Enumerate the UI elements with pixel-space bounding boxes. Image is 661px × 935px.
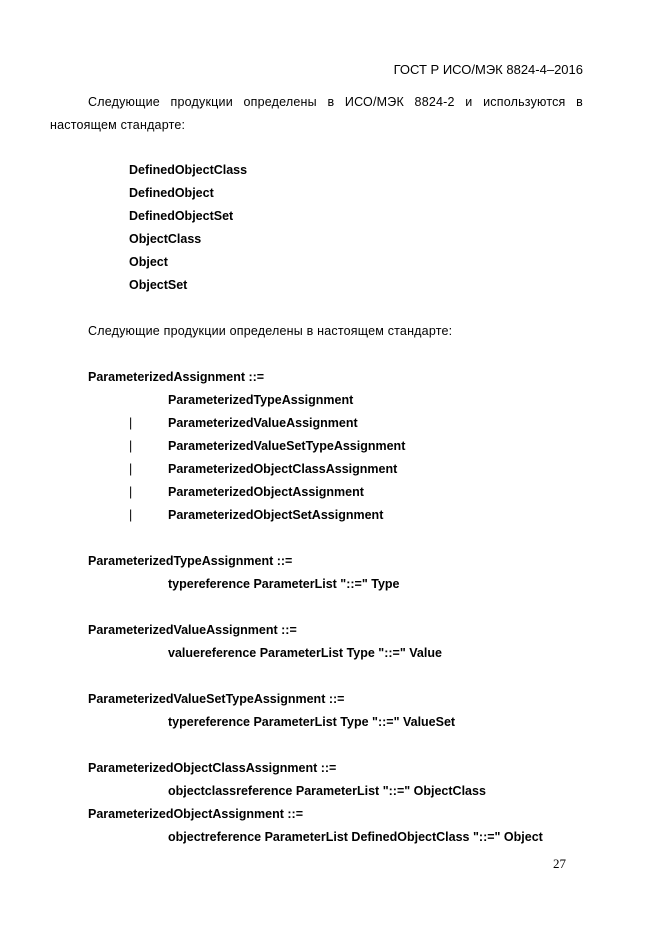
production-head: ParameterizedValueSetTypeAssignment ::=: [88, 692, 345, 706]
production-head: ParameterizedObjectClassAssignment ::=: [88, 761, 337, 775]
production-head: ParameterizedTypeAssignment ::=: [88, 554, 293, 568]
production-head: ParameterizedValueAssignment ::=: [88, 623, 297, 637]
production-body: objectreference ParameterList DefinedObjectClass "::=" Object: [168, 830, 543, 844]
assignment-alternative: ParameterizedObjectAssignment: [168, 485, 364, 499]
alternative-separator: |: [129, 416, 133, 430]
imported-production-item: DefinedObject: [129, 186, 214, 200]
assignment-alternative: ParameterizedObjectSetAssignment: [168, 508, 384, 522]
production-head: ParameterizedObjectAssignment ::=: [88, 807, 303, 821]
imported-production-item: DefinedObjectSet: [129, 209, 234, 223]
production-body: typereference ParameterList "::=" Type: [168, 577, 400, 591]
intro-paragraph-line-1: Следующие продукции определены в ИСО/МЭК 8824-2 и используются в: [88, 95, 583, 109]
alternative-separator: |: [129, 439, 133, 453]
imported-production-item: ObjectClass: [129, 232, 202, 246]
defined-here-paragraph: Следующие продукции определены в настоящем стандарте:: [88, 324, 453, 338]
intro-paragraph-line-2: настоящем стандарте:: [50, 118, 186, 132]
document-header-standard-id: ГОСТ Р ИСО/МЭК 8824-4–2016: [393, 62, 583, 77]
assignment-alternative: ParameterizedObjectClassAssignment: [168, 462, 398, 476]
production-body: objectclassreference ParameterList "::=" ObjectClass: [168, 784, 486, 798]
page-number: 27: [553, 856, 566, 871]
assignment-alternative: ParameterizedTypeAssignment: [168, 393, 354, 407]
alternative-separator: |: [129, 485, 133, 499]
assignment-alternative: ParameterizedValueSetTypeAssignment: [168, 439, 406, 453]
imported-production-item: Object: [129, 255, 168, 269]
imported-production-item: DefinedObjectClass: [129, 163, 248, 177]
parameterized-assignment-head: ParameterizedAssignment ::=: [88, 370, 265, 384]
assignment-alternative: ParameterizedValueAssignment: [168, 416, 358, 430]
alternative-separator: |: [129, 462, 133, 476]
production-body: typereference ParameterList Type "::=" ValueSet: [168, 715, 456, 729]
production-body: valuereference ParameterList Type "::=" Value: [168, 646, 442, 660]
alternative-separator: |: [129, 508, 133, 522]
imported-production-item: ObjectSet: [129, 278, 188, 292]
